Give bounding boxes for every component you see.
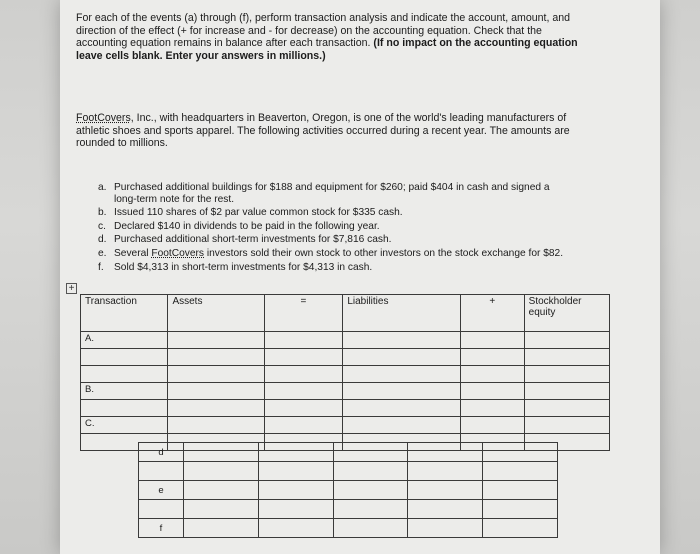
event-f: f. Sold $4,313 in short-term investments for $4,313 in cash. (98, 261, 373, 273)
table-row (139, 481, 558, 500)
table-cell[interactable] (483, 500, 558, 519)
table-cell[interactable] (524, 417, 609, 434)
table-cell[interactable] (168, 332, 264, 349)
description-text: , Inc., with headquarters in Beaverton, Oregon, is one of the world's leading manufacturers of athletic shoes and sports apparel. The following activities occurred during a recent year. The amounts are rounded to millions. (76, 112, 570, 150)
event-d: d. Purchased additional short-term investments for $7,816 cash. (98, 234, 392, 246)
table-cell[interactable] (264, 417, 343, 434)
table-cell[interactable] (408, 481, 483, 500)
table-cell[interactable] (258, 519, 333, 538)
table-cell[interactable] (460, 332, 524, 349)
table-cell[interactable] (81, 400, 168, 417)
header-plus: + (460, 295, 524, 332)
table-cell[interactable] (81, 366, 168, 383)
event-c: c. Declared $140 in dividends to be paid in the following year. (98, 220, 380, 232)
table-cell[interactable] (184, 500, 259, 519)
table-cell[interactable] (524, 332, 609, 349)
table-cell[interactable] (139, 500, 184, 519)
table-cell[interactable] (483, 443, 558, 462)
table-cell[interactable] (343, 332, 461, 349)
table-cell[interactable] (184, 519, 259, 538)
table-cell[interactable] (460, 349, 524, 366)
table-cell[interactable] (168, 383, 264, 400)
table-header-row (81, 295, 610, 332)
row-label-e: e (139, 481, 184, 500)
table-cell[interactable] (139, 462, 184, 481)
header-assets: Assets (168, 295, 264, 332)
table-cell[interactable] (408, 519, 483, 538)
event-e: e. Several FootCovers investors sold their own stock to other investors on the stock exchange for $82. (98, 247, 564, 259)
table-cell[interactable] (81, 349, 168, 366)
company-description (76, 112, 576, 150)
table-cell[interactable] (184, 462, 259, 481)
table-row (139, 443, 558, 462)
table-cell[interactable] (524, 400, 609, 417)
table-cell[interactable] (184, 481, 259, 500)
table-cell[interactable] (168, 349, 264, 366)
table-cell[interactable] (460, 383, 524, 400)
table-cell[interactable] (460, 366, 524, 383)
table-cell[interactable] (264, 366, 343, 383)
table-cell[interactable] (264, 383, 343, 400)
row-label-b: B. (81, 383, 168, 400)
row-label-d: d (139, 443, 184, 462)
table-row (139, 500, 558, 519)
table-row (81, 349, 610, 366)
table-cell[interactable] (460, 417, 524, 434)
table-cell[interactable] (343, 366, 461, 383)
instructions-bold: (If no impact on the accounting equation leave cells blank. Enter your answers in millions.) (76, 37, 578, 62)
header-transaction: Transaction (81, 295, 168, 332)
table-cell[interactable] (264, 332, 343, 349)
table-cell[interactable] (333, 462, 408, 481)
events-list (98, 182, 568, 275)
transaction-table (80, 294, 610, 451)
table-cell[interactable] (333, 500, 408, 519)
table-cell[interactable] (408, 443, 483, 462)
table-cell[interactable] (343, 383, 461, 400)
table-cell[interactable] (184, 443, 259, 462)
header-liabilities: Liabilities (343, 295, 461, 332)
instructions-text: For each of the events (a) through (f), perform transaction analysis and indicate the account, amount, and direction of the effect (+ for increase and - for decrease) on the accounting equation. Check that the accounting equation remains in balance after each transaction. (76, 12, 571, 50)
table-row (139, 462, 558, 481)
table-cell[interactable] (483, 519, 558, 538)
table-cell[interactable] (258, 462, 333, 481)
row-label-a: A. (81, 332, 168, 349)
table-cell[interactable] (524, 383, 609, 400)
table-cell[interactable] (460, 400, 524, 417)
table-cell[interactable] (258, 443, 333, 462)
table-cell[interactable] (168, 366, 264, 383)
table-cell[interactable] (264, 349, 343, 366)
row-label-f: f (139, 519, 184, 538)
table-cell[interactable] (524, 366, 609, 383)
header-equals: = (264, 295, 343, 332)
table-cell[interactable] (483, 481, 558, 500)
header-equity: Stockholder equity (524, 295, 609, 332)
table-row (139, 519, 558, 538)
table-cell[interactable] (333, 481, 408, 500)
table-cell[interactable] (343, 349, 461, 366)
table-cell[interactable] (258, 481, 333, 500)
table-row (81, 332, 610, 349)
table-cell[interactable] (408, 500, 483, 519)
table-cell[interactable] (524, 349, 609, 366)
table-row (81, 366, 610, 383)
plus-move-icon[interactable]: + (66, 283, 77, 294)
instructions (76, 12, 586, 62)
event-a: a. Purchased additional buildings for $188 and equipment for $260; paid $404 in cash and signed a long-term note for the rest. (98, 182, 550, 205)
table-cell[interactable] (343, 400, 461, 417)
table-cell[interactable] (264, 400, 343, 417)
table-cell[interactable] (168, 400, 264, 417)
table-row (81, 400, 610, 417)
table-row (81, 383, 610, 400)
event-b: b. Issued 110 shares of $2 par value common stock for $335 cash. (98, 207, 403, 219)
lower-table (138, 442, 558, 538)
table-cell[interactable] (483, 462, 558, 481)
company-name: FootCovers (76, 112, 131, 124)
table-row (81, 417, 610, 434)
table-cell[interactable] (333, 519, 408, 538)
row-label-c: C. (81, 417, 168, 434)
table-cell[interactable] (333, 443, 408, 462)
table-cell[interactable] (408, 462, 483, 481)
table-cell[interactable] (258, 500, 333, 519)
table-cell[interactable] (343, 417, 461, 434)
table-cell[interactable] (168, 417, 264, 434)
